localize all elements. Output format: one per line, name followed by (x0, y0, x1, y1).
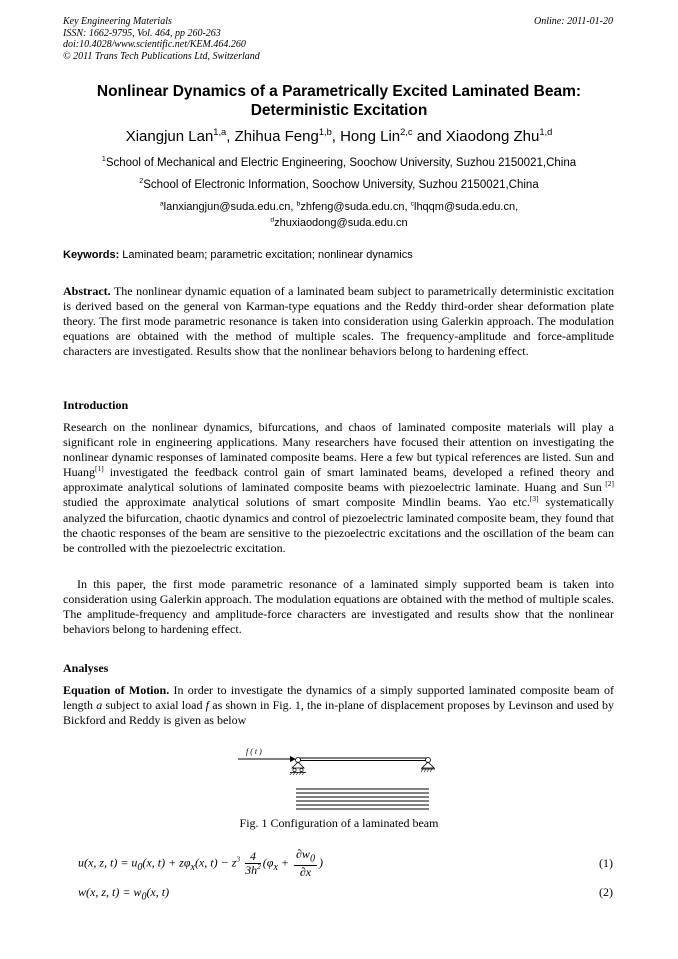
affiliation-text: School of Electronic Information, Soochow University, Suzhou 2150021,China (143, 179, 539, 191)
eq-sup: 2 (257, 862, 261, 872)
intro-text: investigated the feedback control gain of smart laminated beams, developed a refined theory and approximate analytical solutions of laminated composite beams with piezoelectric laminate. Huang and Sun (63, 465, 614, 495)
abstract-text: The nonlinear dynamic equation of a laminated beam subject to parametrically deterministic excitation is derived based on the general von Karman-type equations and the Reddy third-order shear deformation plate theory. The first mode parametric resonance is taken into consideration using Galerkin approach. The modulation equations are obtained with the method of multiple scales. The frequency-amplitude and force-amplitude characters are investigated. Results show that the nonlinear behaviors belong to hardening effect. (63, 284, 614, 359)
laminate-layers (296, 789, 429, 809)
email-address[interactable]: zhfeng@suda.edu.cn, (300, 201, 411, 213)
eq-den: 3h (245, 863, 258, 878)
email-sup: b (296, 200, 301, 208)
affiliation-2 (63, 177, 615, 193)
author-sup: 1,d (539, 127, 553, 137)
author-list (63, 128, 615, 145)
equation-2-number: (2) (599, 885, 613, 899)
analyses-heading: Analyses (63, 661, 109, 675)
online-date: Online: 2011-01-20 (534, 16, 613, 27)
equation-of-motion-paragraph (63, 683, 614, 728)
force-label: f ( t ) (246, 747, 262, 756)
intro-text: Research on the nonlinear dynamics, bifurcations, and chaos of laminated composite materials will play a significant role in engineering applications. Many researchers have focused their attention on investigating the nonlinear dynamic responses of laminated composite beams. Here a few but typical references are listed. Sun and Huang (63, 420, 614, 480)
eq-num: 4 (245, 850, 261, 864)
eom-text: subject to axial load (102, 698, 206, 713)
author-separator: , (331, 128, 341, 145)
affiliation-1 (63, 155, 615, 171)
eq-text: (x, t) − z (194, 855, 237, 870)
journal-issn: ISSN: 1662-9795, Vol. 464, pp 260-263 (63, 27, 221, 39)
email-address[interactable]: lanxiangjun@suda.edu.cn, (163, 201, 297, 213)
eq-sub: x (273, 861, 278, 873)
author-sup: 1,b (318, 127, 332, 137)
equation-1-number: (1) (599, 856, 613, 870)
title-line-2: Deterministic Excitation (250, 102, 428, 119)
email-line-2 (63, 215, 615, 231)
journal-header (63, 16, 260, 62)
right-support (421, 758, 435, 773)
eq-sub: 0 (309, 853, 315, 865)
affiliation-text: School of Mechanical and Electric Engineering, Soochow University, Suzhou 2150021,China (105, 157, 577, 169)
journal-name: Key Engineering Materials (63, 16, 172, 27)
eq-num: ∂w (296, 847, 310, 861)
intro-paragraph-2: In this paper, the first mode parametric resonance of a laminated simply supported beam is taken into consideration using Galerkin approach. The modulation equations are obtained with the method of multiple scales. The amplitude-frequency and amplitude-force characters are investigated and results show that the nonlinear behaviors belong to hardening effect. (63, 577, 614, 637)
author-name: Xiaodong Zhu (445, 128, 540, 145)
affiliation-sup: 2 (139, 177, 144, 186)
author-sup: 2,c (400, 127, 413, 137)
affiliation-sup: 1 (101, 155, 106, 164)
equation-2 (78, 885, 169, 902)
journal-copyright: © 2011 Trans Tech Publications Ltd, Switzerland (63, 50, 260, 62)
eq-sub: 0 (141, 891, 147, 903)
abstract-label: Abstract. (63, 284, 111, 298)
intro-heading: Introduction (63, 398, 129, 412)
author-conjunction: and (412, 128, 446, 145)
email-sup: a (159, 200, 164, 208)
intro-text: systematically analyzed the bifurcation, chaotic dynamics and control of piezoelectric laminated composite beam, they found that the chaotic responses of the beam are sensitive to the piezoelectric excitations and the oscillation of the beam can be controlled with the piezoelectric excitation. (63, 495, 614, 555)
eq-sup: 3 (236, 854, 241, 864)
author-sup: 1,a (213, 127, 227, 137)
eq-sub: x (190, 861, 195, 873)
email-address[interactable]: lhqqm@suda.edu.cn, (414, 201, 519, 213)
author-emails (63, 199, 615, 231)
eq-text: (x, t) + zφ (142, 855, 191, 870)
figure-caption: Fig. 1 Configuration of a laminated beam (239, 816, 439, 830)
eq-derivative (294, 848, 317, 879)
abstract (63, 284, 614, 359)
eom-text: In order to investigate the dynamics of a simply supported laminated composite beam of length (63, 683, 614, 713)
eom-text: as shown in Fig. 1, the in-plane of displacement proposes by Levinson and used by Bickford and Reddy is given as below (63, 698, 614, 728)
eq-den: ∂x (299, 865, 312, 880)
eq-text: (x, t) (146, 885, 170, 899)
eq-fraction (245, 850, 261, 877)
beam-figure (236, 744, 436, 812)
author-name: Hong Lin (340, 128, 401, 145)
eq-sub: 0 (137, 861, 143, 873)
reference-3[interactable]: [3] (529, 494, 539, 504)
equation-1 (78, 848, 323, 879)
force-arrow-head (290, 756, 296, 762)
eq-text: w(x, z, t) = w (78, 885, 142, 899)
author-name: Xiangjun Lan (125, 128, 214, 145)
eq-text: u(x, z, t) = u (78, 855, 138, 870)
email-address[interactable]: zhuxiaodong@suda.edu.cn (274, 217, 408, 229)
keywords (63, 249, 615, 261)
intro-text: studied the approximate analytical solutions of smart composite Mindlin beams. Yao etc. (63, 495, 530, 510)
eom-var: a (96, 698, 103, 713)
eq-text: + (277, 855, 292, 870)
reference-1[interactable]: [1] (95, 464, 104, 474)
email-line-1 (63, 199, 615, 215)
keywords-text: Laminated beam; parametric excitation; nonlinear dynamics (119, 249, 413, 261)
author-separator: , (226, 128, 235, 145)
keywords-label: Keywords: (63, 249, 120, 261)
eom-label: Equation of Motion. (63, 683, 170, 697)
eq-text: ) (318, 855, 323, 870)
author-name: Zhihua Feng (234, 128, 319, 145)
email-sup: d (270, 216, 275, 224)
eom-var: f (205, 698, 210, 713)
journal-doi: doi:10.4028/www.scientific.net/KEM.464.260 (63, 39, 246, 50)
email-sup: c (410, 200, 414, 208)
paper-title (63, 82, 615, 120)
title-line-1: Nonlinear Dynamics of a Parametrically Excited Laminated Beam: (96, 83, 582, 100)
reference-2[interactable]: [2] (601, 479, 614, 489)
eq-text: (φ (262, 855, 274, 870)
intro-paragraph-1 (63, 420, 614, 556)
